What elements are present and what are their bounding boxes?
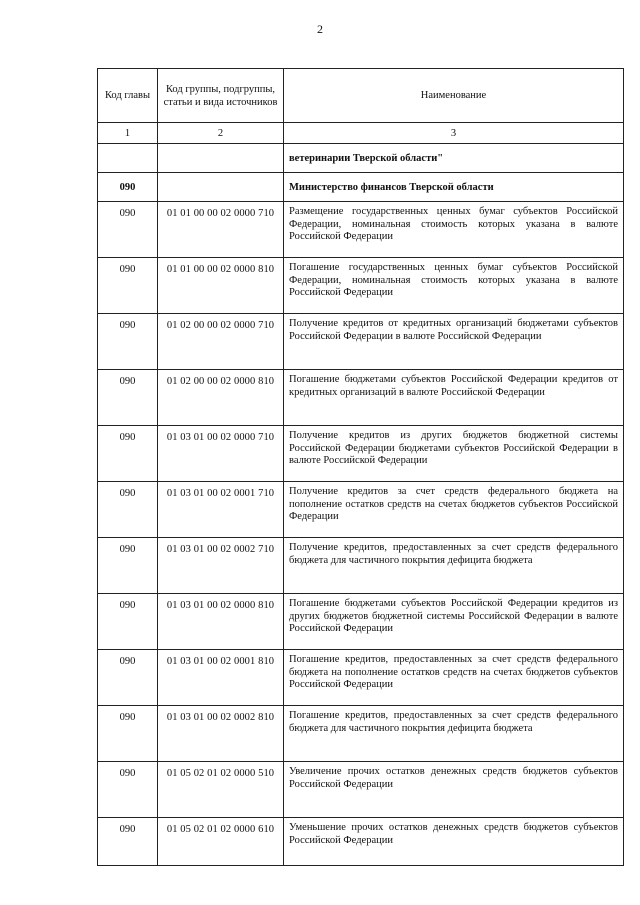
row-group-code: 01 03 01 00 02 0000 710 [158, 426, 284, 482]
table-row [98, 762, 624, 818]
continuation-row [98, 144, 624, 173]
row-name: Получение кредитов от кредитных организаций бюджетами субъектов Российской Федерации в валюте Российской Федерации [284, 314, 624, 370]
page-number: 2 [317, 22, 323, 36]
continuation-group-code [158, 144, 284, 173]
section-group-code [158, 173, 284, 202]
row-chapter-code: 090 [98, 314, 158, 370]
row-name: Погашение кредитов, предоставленных за счет средств федерального бюджета для частичного покрытия дефицита бюджета [284, 706, 624, 762]
table-row [98, 258, 624, 314]
row-name: Погашение бюджетами субъектов Российской Федерации кредитов от кредитных организаций в валюте Российской Федерации [284, 370, 624, 426]
row-group-code: 01 03 01 00 02 0002 810 [158, 706, 284, 762]
row-group-code: 01 05 02 01 02 0000 610 [158, 818, 284, 866]
row-chapter-code: 090 [98, 762, 158, 818]
table-header-row [98, 69, 624, 123]
header-name: Наименование [284, 69, 624, 123]
row-group-code: 01 03 01 00 02 0001 810 [158, 650, 284, 706]
section-row [98, 173, 624, 202]
row-name: Получение кредитов, предоставленных за счет средств федерального бюджета для частичного покрытия дефицита бюджета [284, 538, 624, 594]
row-chapter-code: 090 [98, 594, 158, 650]
row-name: Погашение кредитов, предоставленных за счет средств федерального бюджета на пополнение остатков средств на счетах бюджетов субъектов Российской Федерации [284, 650, 624, 706]
table-row [98, 650, 624, 706]
row-group-code: 01 05 02 01 02 0000 510 [158, 762, 284, 818]
row-group-code: 01 02 00 00 02 0000 810 [158, 370, 284, 426]
table-row [98, 706, 624, 762]
row-name: Размещение государственных ценных бумаг субъектов Российской Федерации, номинальная стоимость которых указана в валюте Российской Федерации [284, 202, 624, 258]
row-chapter-code: 090 [98, 258, 158, 314]
column-number-2: 2 [158, 123, 284, 144]
row-group-code: 01 03 01 00 02 0002 710 [158, 538, 284, 594]
header-group-code: Код группы, подгруппы, статьи и вида источников [158, 69, 284, 123]
table-row [98, 202, 624, 258]
row-chapter-code: 090 [98, 202, 158, 258]
row-chapter-code: 090 [98, 650, 158, 706]
table-row [98, 426, 624, 482]
row-chapter-code: 090 [98, 538, 158, 594]
row-name: Увеличение прочих остатков денежных средств бюджетов субъектов Российской Федерации [284, 762, 624, 818]
table-row [98, 482, 624, 538]
row-group-code: 01 03 01 00 02 0000 810 [158, 594, 284, 650]
row-chapter-code: 090 [98, 370, 158, 426]
section-name: Министерство финансов Тверской области [284, 173, 624, 202]
row-chapter-code: 090 [98, 482, 158, 538]
section-chapter-code: 090 [98, 173, 158, 202]
row-chapter-code: 090 [98, 818, 158, 866]
table-row [98, 538, 624, 594]
row-name: Получение кредитов из других бюджетов бюджетной системы Российской Федерации бюджетами субъектов Российской Федерации в валюте Российской Федерации [284, 426, 624, 482]
row-name: Погашение бюджетами субъектов Российской Федерации кредитов из других бюджетов бюджетной системы Российской Федерации в валюте Российской Федерации [284, 594, 624, 650]
column-number-1: 1 [98, 123, 158, 144]
column-number-row [98, 123, 624, 144]
continuation-name: ветеринарии Тверской области" [284, 144, 624, 173]
table-row [98, 314, 624, 370]
continuation-chapter-code [98, 144, 158, 173]
row-name: Получение кредитов за счет средств федерального бюджета на пополнение остатков средств на счетах бюджетов субъектов Российской Федерации [284, 482, 624, 538]
row-chapter-code: 090 [98, 426, 158, 482]
row-name: Погашение государственных ценных бумаг субъектов Российской Федерации, номинальная стоимость которых указана в валюте Российской Федерации [284, 258, 624, 314]
row-group-code: 01 02 00 00 02 0000 710 [158, 314, 284, 370]
column-number-3: 3 [284, 123, 624, 144]
row-group-code: 01 01 00 00 02 0000 810 [158, 258, 284, 314]
row-chapter-code: 090 [98, 706, 158, 762]
header-chapter-code: Код главы [98, 69, 158, 123]
sources-table [97, 68, 624, 866]
row-name: Уменьшение прочих остатков денежных средств бюджетов субъектов Российской Федерации [284, 818, 624, 866]
table-row [98, 818, 624, 866]
table-row [98, 370, 624, 426]
row-group-code: 01 01 00 00 02 0000 710 [158, 202, 284, 258]
table-row [98, 594, 624, 650]
row-group-code: 01 03 01 00 02 0001 710 [158, 482, 284, 538]
